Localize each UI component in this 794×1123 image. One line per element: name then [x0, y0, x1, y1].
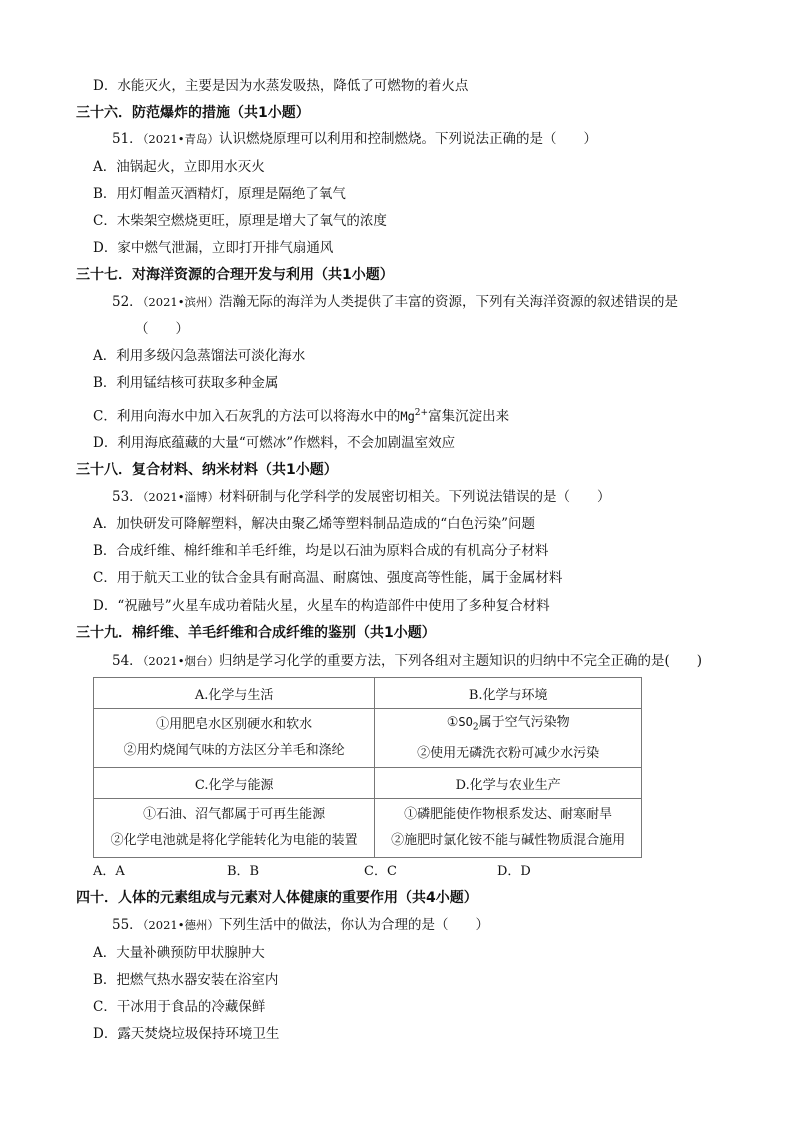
question-number: 51．	[112, 131, 143, 147]
question-source: （2021•烟台）	[142, 654, 219, 668]
question-stem	[112, 651, 702, 671]
section-heading: 四十．人体的元素组成与元素对人体健康的重要作用（共4小题）	[76, 890, 478, 906]
option-line	[93, 403, 509, 427]
table-item: ①磷肥能使作物根系发达、耐寒耐旱	[404, 807, 613, 822]
formula-subscript: 2	[472, 722, 479, 733]
answer-option: A．A	[93, 864, 125, 879]
table-item: ②使用无磷洗衣粉可减少水污染	[417, 745, 600, 761]
section-heading: 三十七．对海洋资源的合理开发与利用（共1小题）	[76, 267, 394, 283]
option-line: C．用于航天工业的钛合金具有耐高温、耐腐蚀、强度高等性能，属于金属材料	[93, 570, 563, 586]
question-stem	[112, 129, 597, 149]
option-line: C．木柴架空燃烧更旺，原理是增大了氧气的浓度	[93, 213, 387, 229]
question-number: 52．	[112, 294, 143, 310]
option-text-tail: 富集沉淀出来	[428, 408, 510, 425]
option-text: C．利用向海水中加入石灰乳的方法可以将海水中的	[93, 408, 401, 425]
question-text: 下列生活中的做法，你认为合理的是（ ）	[219, 917, 489, 933]
table-cell-d	[375, 799, 642, 858]
section-heading: 三十九．棉纤维、羊毛纤维和合成纤维的鉴别（共1小题）	[76, 625, 436, 641]
table-item: ②用灼烧闻气味的方法区分羊毛和涤纶	[123, 743, 345, 758]
question-blank: （ ）	[135, 321, 189, 337]
item-prefix: ①	[446, 715, 459, 731]
option-line: D．家中燃气泄漏，立即打开排气扇通风	[93, 240, 334, 256]
question-source: （2021•淄博）	[142, 490, 219, 504]
answer-option: D．D	[497, 864, 531, 879]
option-line: D．“祝融号”火星车成功着陆火星，火星车的构造部件中使用了多种复合材料	[93, 598, 550, 614]
question-source: （2021•滨州）	[142, 295, 219, 309]
question-stem	[112, 292, 678, 312]
answer-options	[93, 862, 531, 882]
table-cell-b	[375, 709, 642, 768]
question-number: 53．	[112, 489, 143, 505]
table-item: ②化学电池就是将化学能转化为电能的装置	[110, 833, 358, 848]
question-text: 归纳是学习化学的重要方法，下列各组对主题知识的归纳中不完全正确的是( )	[219, 653, 703, 669]
table-cell-a	[94, 709, 375, 768]
table-cell-c	[94, 799, 375, 858]
table-item	[375, 709, 641, 741]
table-header-d: D.化学与农业生产	[375, 768, 642, 799]
option-line: A．利用多级闪急蒸馏法可淡化海水	[93, 348, 306, 364]
question-text: 浩瀚无际的海洋为人类提供了丰富的资源，下列有关海洋资源的叙述错误的是	[219, 294, 678, 310]
question-stem	[112, 915, 489, 935]
ion-formula: Mg	[400, 409, 415, 424]
question-text: 材料研制与化学科学的发展密切相关。下列说法错误的是（ ）	[219, 489, 611, 505]
option-line: B．把燃气热水器安装在浴室内	[93, 972, 279, 988]
option-line: A．油锅起火，立即用水灭火	[93, 159, 265, 175]
table-header-a: A.化学与生活	[94, 678, 375, 709]
question-number: 54．	[112, 653, 143, 669]
table-item: ①石油、沼气都属于可再生能源	[143, 807, 326, 822]
question-stem	[112, 487, 611, 507]
option-line: B．合成纤维、棉纤维和羊毛纤维，均是以石油为原料合成的有机高分子材料	[93, 543, 549, 559]
question-text: 认识燃烧原理可以利用和控制燃烧。下列说法正确的是（ ）	[219, 131, 597, 147]
table-header-c: C.化学与能源	[94, 768, 375, 799]
question-source: （2021•青岛）	[142, 132, 219, 146]
option-line: D．露天焚烧垃圾保持环境卫生	[93, 1026, 280, 1042]
knowledge-table	[93, 677, 642, 858]
chem-formula: SO	[458, 715, 473, 730]
item-text: 属于空气污染物	[478, 715, 570, 731]
option-line: B．用灯帽盖灭酒精灯，原理是隔绝了氧气	[93, 186, 346, 202]
answer-option: C．C	[364, 864, 397, 879]
option-line: D．水能灭火，主要是因为水蒸发吸热，降低了可燃物的着火点	[93, 78, 469, 94]
section-heading: 三十八．复合材料、纳米材料（共1小题）	[76, 462, 338, 478]
ion-charge: 2+	[414, 408, 429, 418]
option-line: C．干冰用于食品的冷藏保鲜	[93, 999, 266, 1015]
option-line: A．大量补碘预防甲状腺肿大	[93, 945, 265, 961]
section-heading: 三十六．防范爆炸的措施（共1小题）	[76, 105, 310, 121]
answer-option: B．B	[227, 864, 260, 879]
option-line: B．利用锰结核可获取多种金属	[93, 375, 279, 391]
table-item: ②施肥时氯化铵不能与碱性物质混合施用	[391, 833, 626, 848]
table-header-b: B.化学与环境	[375, 678, 642, 709]
question-number: 55．	[112, 917, 143, 933]
table-item: ①用肥皂水区别硬水和软水	[156, 717, 313, 732]
question-source: （2021•德州）	[142, 918, 219, 932]
option-line: D．利用海底蕴藏的大量“可燃冰”作燃料，不会加剧温室效应	[93, 435, 456, 451]
option-line: A．加快研发可降解塑料，解决由聚乙烯等塑料制品造成的“白色污染”问题	[93, 516, 536, 532]
